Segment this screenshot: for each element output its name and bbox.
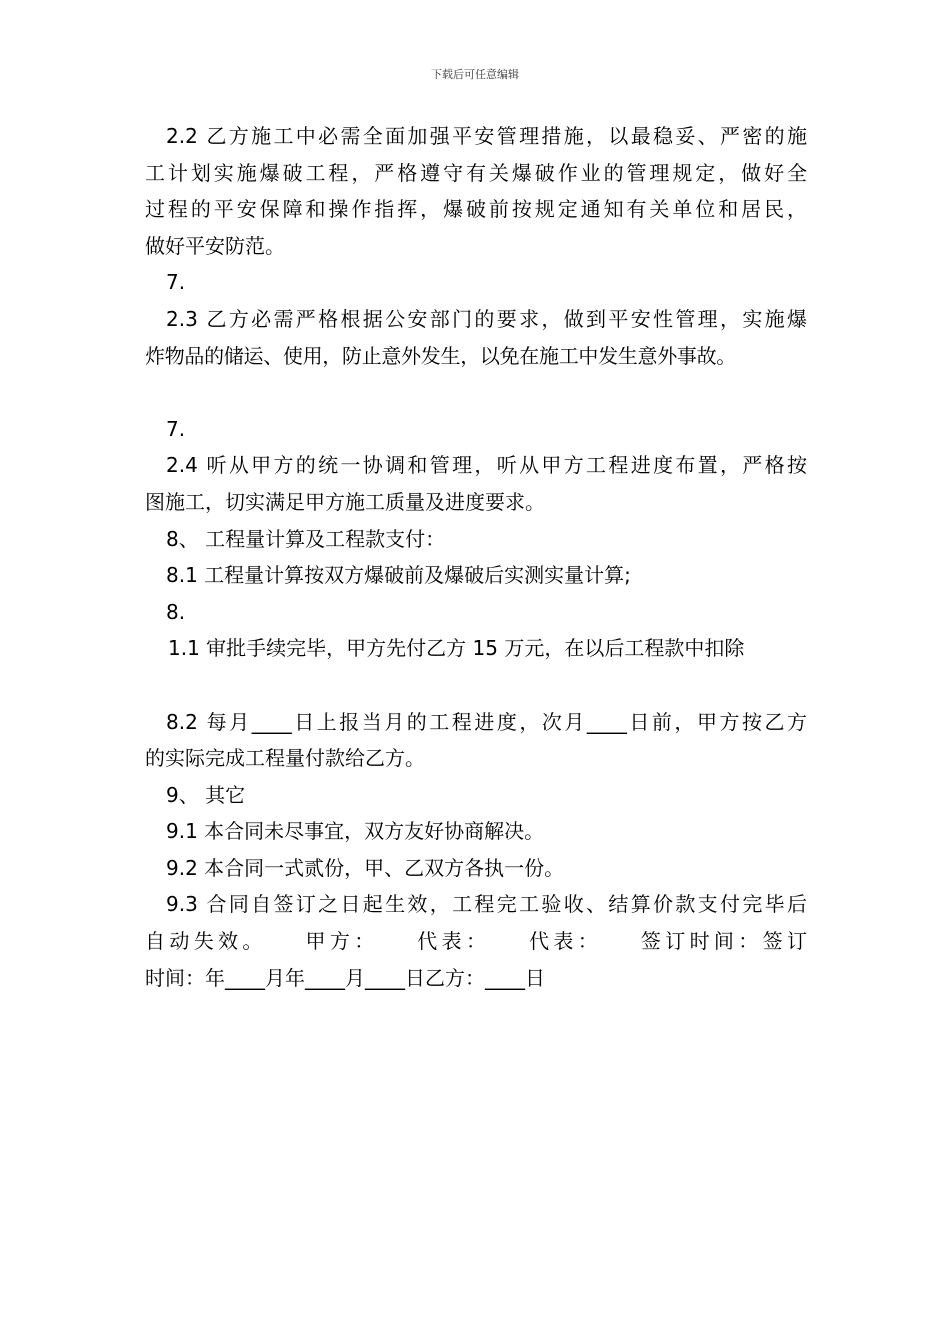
clause-8-2-line-1: 8.2 每月____日上报当月的工程进度，次月____日前，甲方按乙方: [166, 709, 807, 734]
clause-1-1: 1.1 审批手续完毕，甲方先付乙方 15 万元，在以后工程款中扣除: [168, 636, 745, 661]
section-number-7a: 7.: [166, 270, 186, 295]
clause-9-3-line-2: 自动失效。 甲方： 代表： 代表： 签订时间：签订: [145, 929, 807, 954]
page-header: 下载后可任意编辑: [431, 68, 519, 81]
clause-2-2-line-4: 做好平安防范。: [145, 233, 285, 258]
clause-2-3-line-1: 2.3 乙方必需严格根据公安部门的要求，做到平安性管理，实施爆: [166, 306, 807, 331]
contract-body: [145, 118, 807, 996]
spacer: [145, 667, 807, 704]
section-number-8: 8.: [166, 599, 186, 624]
clause-8-2-line-2: 的实际完成工程量付款给乙方。: [145, 746, 425, 771]
section-8-heading: 8、 工程量计算及工程款支付：: [166, 526, 446, 551]
clause-2-2-line-2: 工计划实施爆破工程，严格遵守有关爆破作业的管理规定，做好全: [145, 160, 807, 185]
clause-2-3-line-2: 炸物品的储运、使用，防止意外发生，以免在施工中发生意外事故。: [145, 343, 736, 368]
clause-9-1: 9.1 本合同未尽事宜，双方友好协商解决。: [166, 819, 545, 844]
clause-2-4-line-2: 图施工，切实满足甲方施工质量及进度要求。: [145, 489, 545, 514]
clause-2-2-line-1: 2.2 乙方施工中必需全面加强平安管理措施，以最稳妥、严密的施: [166, 124, 807, 148]
spacer: [145, 374, 807, 411]
section-9-heading: 9、 其它: [166, 782, 246, 807]
clause-9-3-line-3: 时间：年____月年____月____日乙方：____日: [145, 965, 545, 990]
section-number-7b: 7.: [166, 416, 186, 441]
clause-9-3-line-1: 9.3 合同自签订之日起生效，工程完工验收、结算价款支付完毕后: [166, 892, 807, 917]
clause-2-2-line-3: 过程的平安保障和操作指挥，爆破前按规定通知有关单位和居民，: [145, 197, 807, 222]
clause-9-2: 9.2 本合同一式贰份，甲、乙双方各执一份。: [166, 855, 565, 880]
clause-2-4-line-1: 2.4 听从甲方的统一协调和管理，听从甲方工程进度布置，严格按: [166, 453, 807, 478]
clause-8-1: 8.1 工程量计算按双方爆破前及爆破后实测实量计算;: [166, 563, 631, 588]
